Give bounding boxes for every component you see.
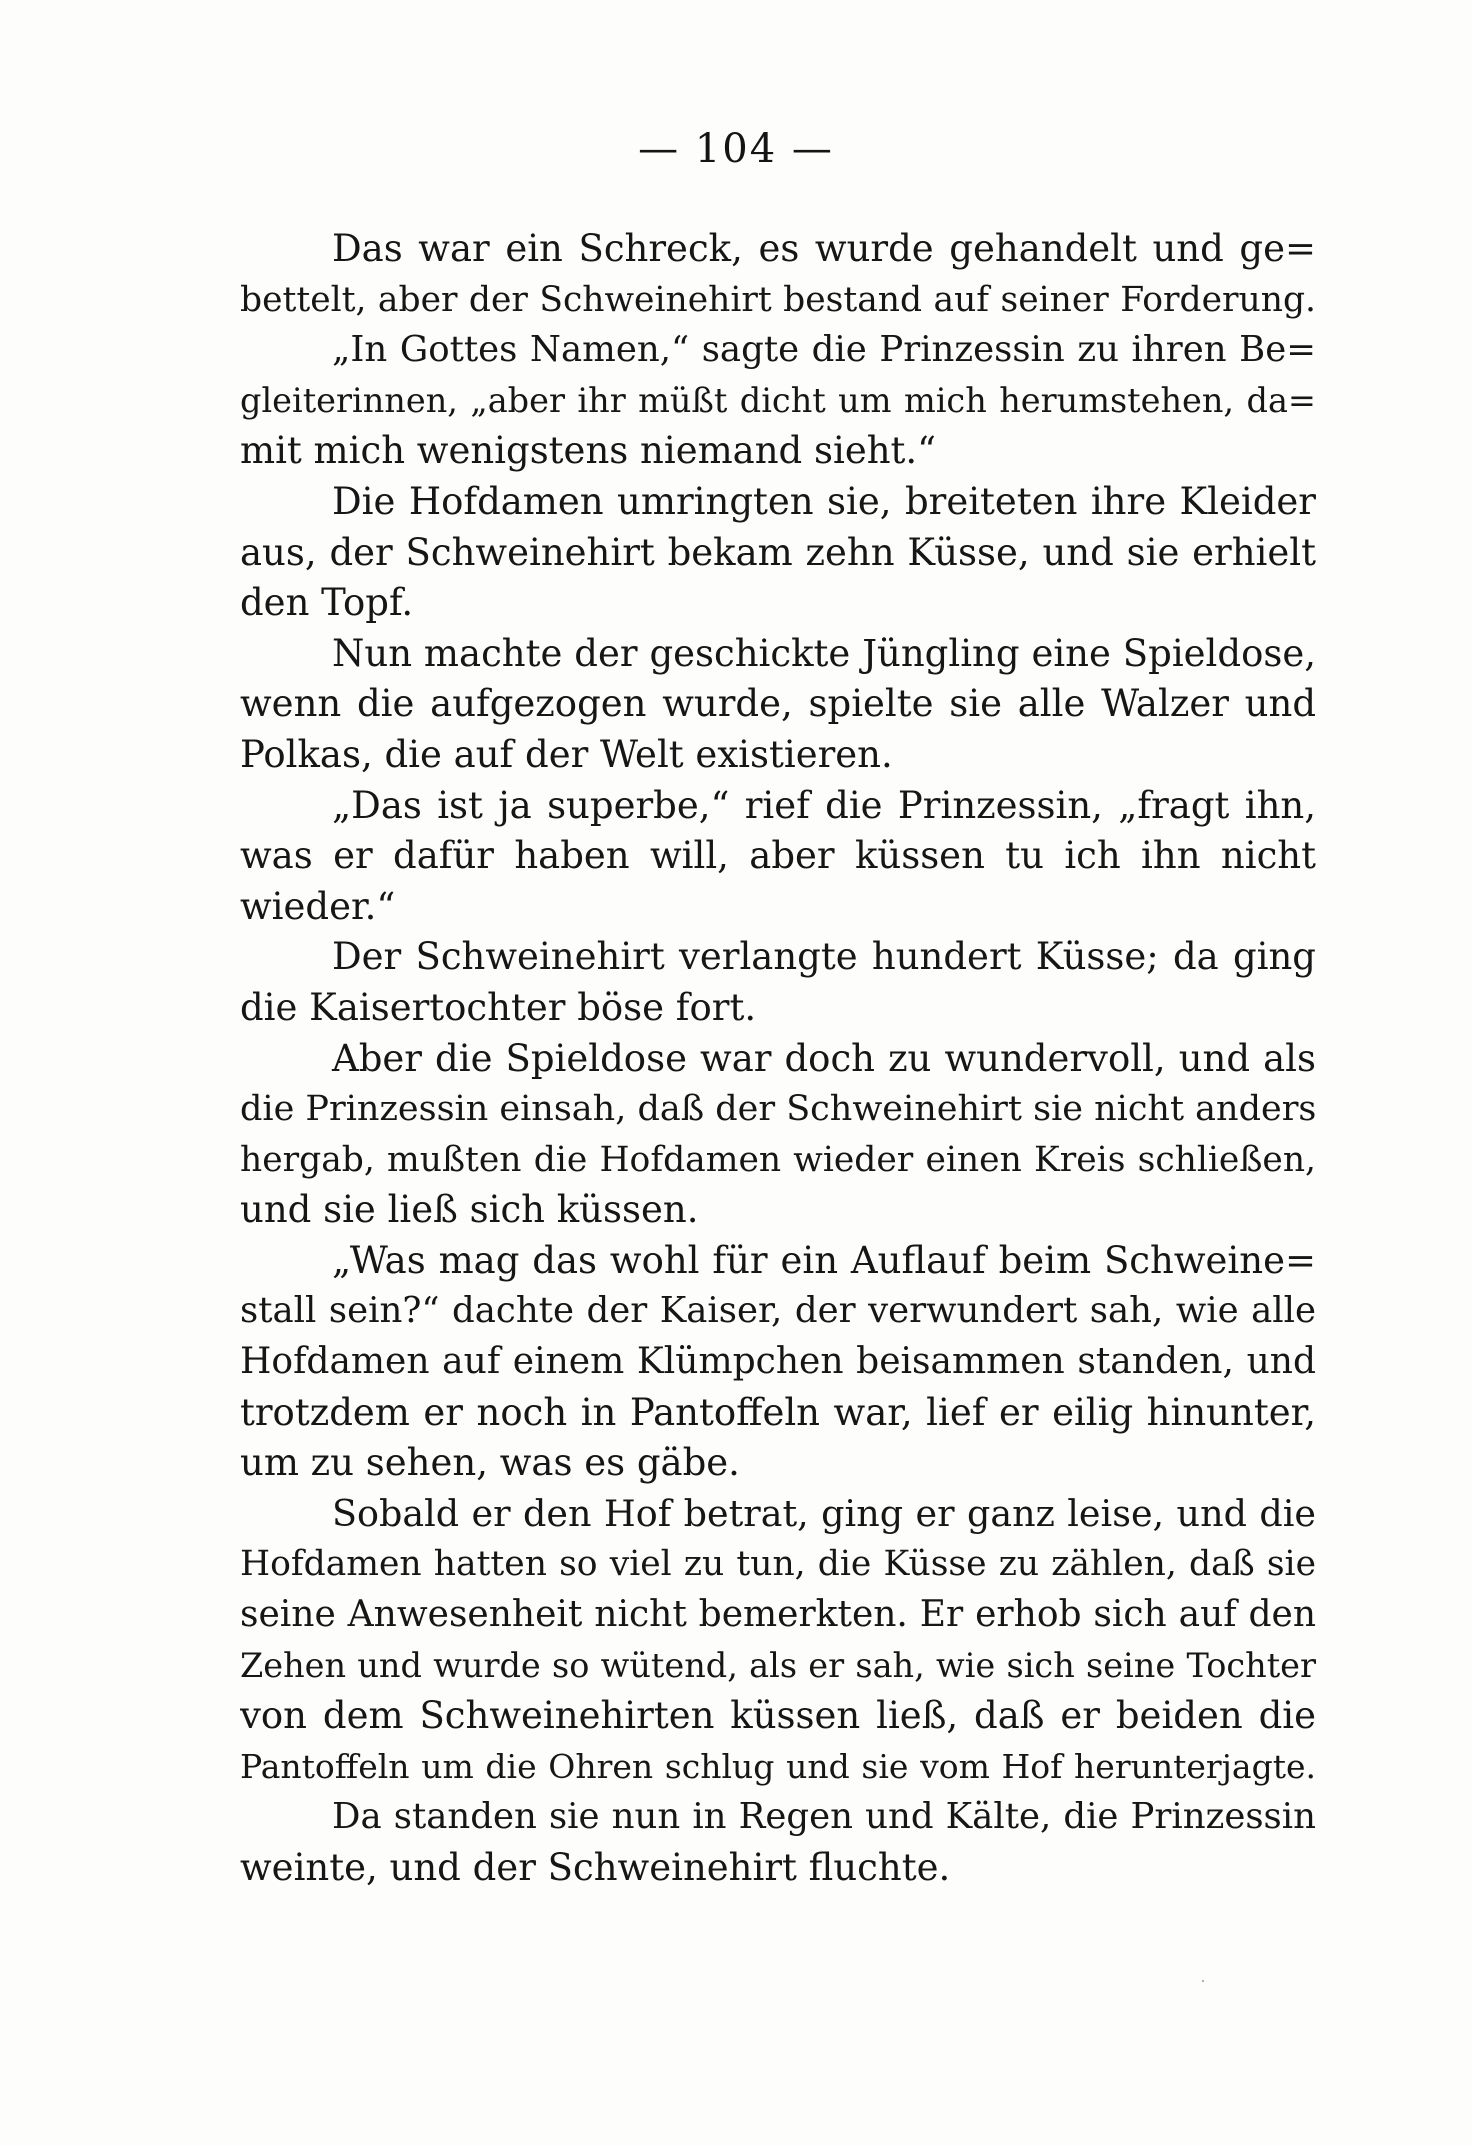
text-line: und sie ließ sich küssen. <box>240 1188 699 1232</box>
paragraph-first-line: Die Hofdamen umringten sie, breiteten ihre Kleider <box>332 479 1316 523</box>
text-line: wieder.“ <box>240 884 396 928</box>
text-line: stall sein?“ dachte der Kaiser, der verwundert sah, wie alle <box>240 1290 1316 1332</box>
paragraph-first-line: „Was mag das wohl für ein Auflauf beim Schweine= <box>332 1238 1316 1282</box>
text-line: Polkas, die auf der Welt existieren. <box>240 732 893 776</box>
text-line: hergab, mußten die Hofdamen wieder einen Kreis schließen, <box>240 1139 1316 1180</box>
paragraph-first-line: Sobald er den Hof betrat, ging er ganz leise, und die <box>332 1491 1316 1535</box>
text-line: trotzdem er noch in Pantoffeln war, lief er eilig hinunter, <box>240 1390 1316 1434</box>
paragraph-first-line: Nun machte der geschickte Jüngling eine Spieldose, <box>332 631 1316 675</box>
text-line: von dem Schweinehirten küssen ließ, daß er beiden die <box>240 1694 1316 1738</box>
paragraph-first-line: Der Schweinehirt verlangte hundert Küsse; da ging <box>332 935 1316 979</box>
text-line: die Kaisertochter böse fort. <box>240 985 757 1029</box>
body-text <box>240 224 1316 1894</box>
paragraph-first-line: „In Gottes Namen,“ sagte die Prinzessin zu ihren Be= <box>332 329 1316 371</box>
paragraph-first-line: „Das ist ja superbe,“ rief die Prinzessin, „fragt ihn, <box>332 783 1316 827</box>
text-line: Zehen und wurde so wütend, als er sah, wie sich seine Tochter <box>240 1645 1316 1685</box>
paper-speck <box>1202 1980 1204 1982</box>
text-line: weinte, und der Schweinehirt fluchte. <box>240 1846 951 1889</box>
text-line: seine Anwesenheit nicht bemerkten. Er erhob sich auf den <box>240 1594 1316 1636</box>
text-line: Pantoffeln um die Ohren schlug und sie vom Hof herunterjagte. <box>240 1746 1316 1786</box>
text-line: mit mich wenigstens niemand sieht.“ <box>240 429 937 473</box>
text-line: aus, der Schweinehirt bekam zehn Küsse, und sie erhielt <box>240 530 1316 574</box>
paragraph-first-line: Aber die Spieldose war doch zu wundervoll, und als <box>332 1036 1316 1080</box>
text-line: die Prinzessin einsah, daß der Schweinehirt sie nicht anders <box>240 1089 1316 1130</box>
paragraph-first-line: Das war ein Schreck, es wurde gehandelt und ge= <box>332 227 1316 270</box>
text-line: bettelt, aber der Schweinehirt bestand auf seiner Forderung. <box>240 279 1316 320</box>
paragraph-first-line: Da standen sie nun in Regen und Kälte, die Prinzessin <box>332 1796 1316 1838</box>
text-line: den Topf. <box>240 581 414 625</box>
text-line: Hofdamen auf einem Klümpchen beisammen standen, und <box>240 1341 1316 1383</box>
text-line: Hofdamen hatten so viel zu tun, die Küsse zu zählen, daß sie <box>240 1544 1316 1585</box>
text-line: gleiterinnen, „aber ihr müßt dicht um mich herumstehen, da= <box>240 380 1316 420</box>
page-number: — 104 — <box>638 126 834 172</box>
text-line: wenn die aufgezogen wurde, spielte sie alle Walzer und <box>240 682 1316 726</box>
text-line: um zu sehen, was es gäbe. <box>240 1441 740 1485</box>
text-line: was er dafür haben will, aber küssen tu ich ihn nicht <box>240 834 1316 878</box>
